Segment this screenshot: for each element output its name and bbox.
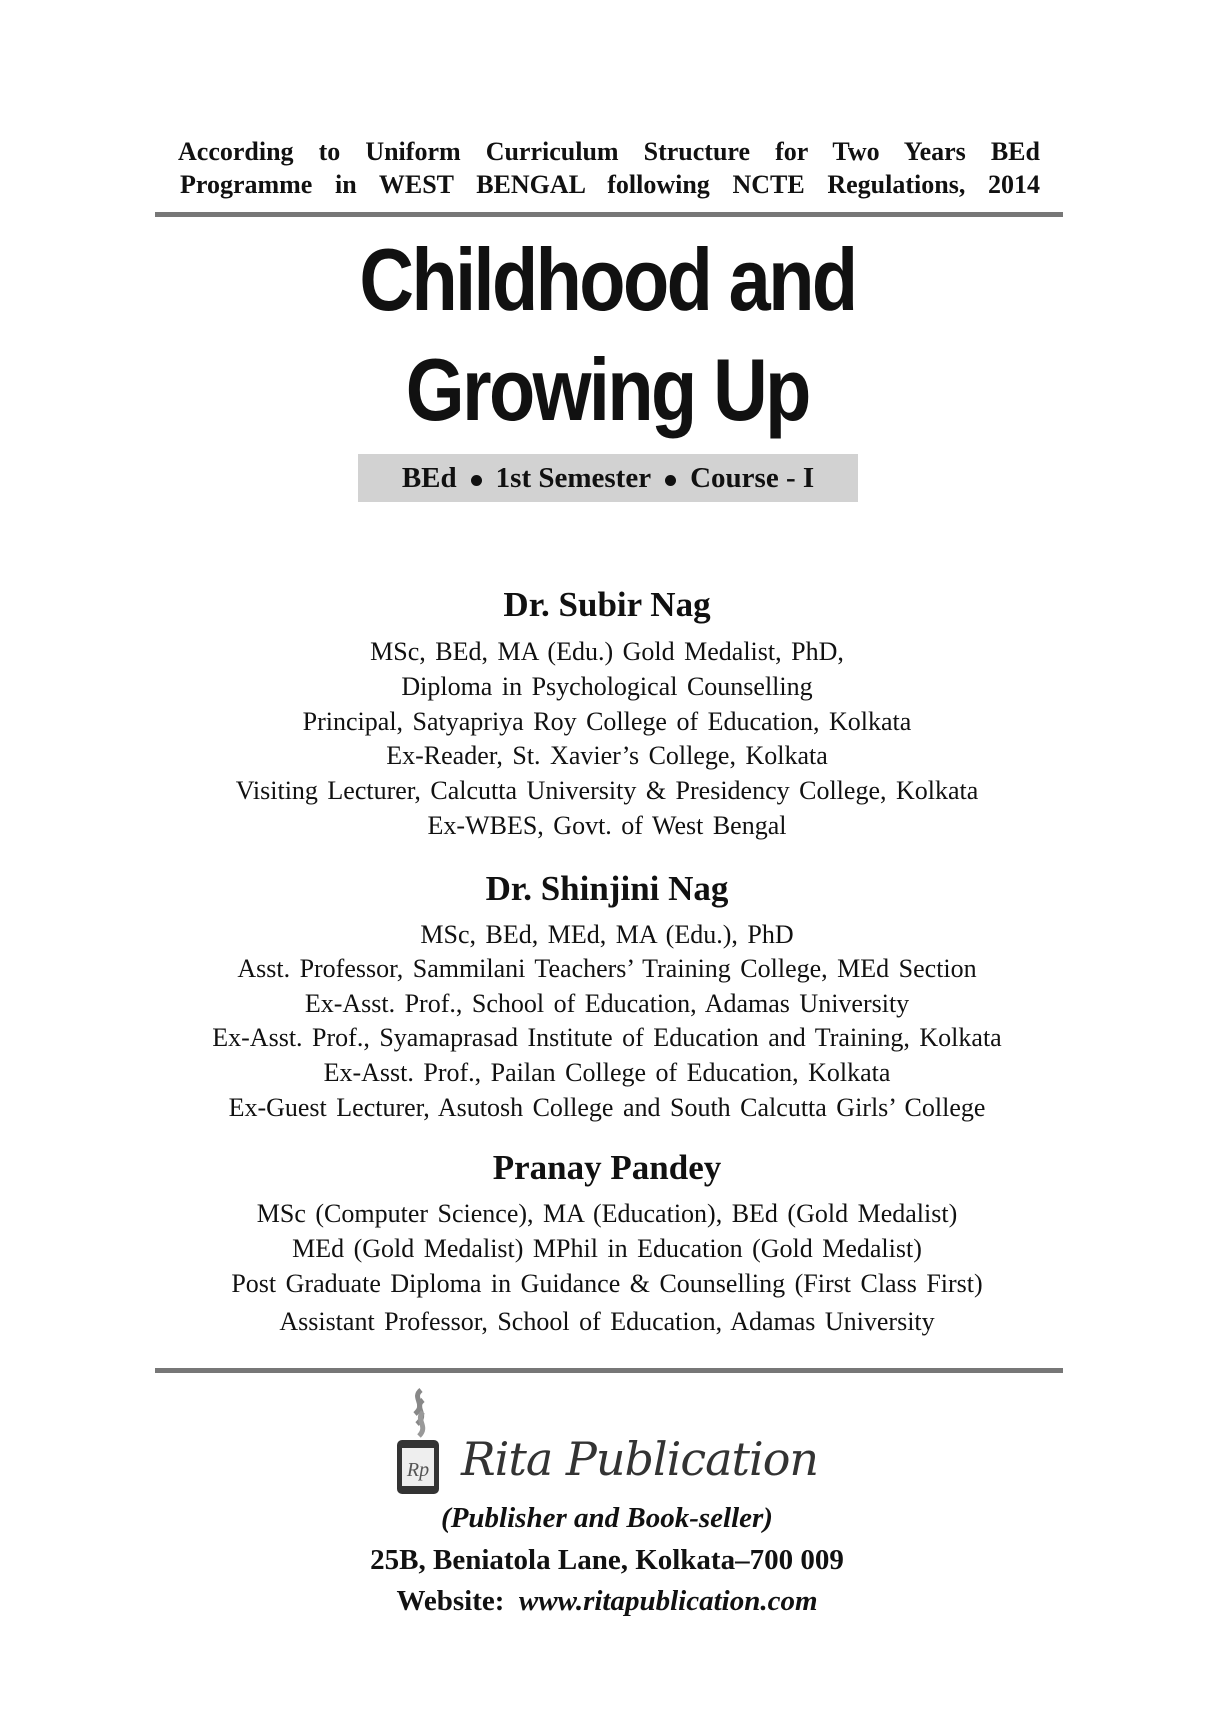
author-credential: Visiting Lecturer, Calcutta University & Presidency College, Kolkata	[235, 776, 979, 805]
course-number: Course - I	[690, 462, 815, 494]
svg-text:Rp: Rp	[406, 1459, 430, 1481]
publisher-website: Website: www.ritapublication.com	[396, 1585, 818, 1617]
website-link[interactable]: www.ritapublication.com	[518, 1585, 818, 1617]
author-credential: MSc (Computer Science), MA (Education), BEd (Gold Medalist)	[256, 1199, 958, 1228]
author-credential: Ex-Asst. Prof., Pailan College of Education, Kolkata	[323, 1058, 891, 1087]
author-credential: Diploma in Psychological Counselling	[401, 672, 813, 701]
author-credential: Ex-Reader, St. Xavier’s College, Kolkata	[386, 741, 828, 770]
author-credential: Ex-Guest Lecturer, Asutosh College and South Calcutta Girls’ College	[228, 1093, 986, 1122]
author-name: Pranay Pandey	[492, 1148, 722, 1187]
author-name: Dr. Shinjini Nag	[485, 869, 729, 908]
book-title-line-2: Growing Up	[405, 340, 809, 439]
top-divider	[155, 212, 1063, 217]
publisher-name: Rita Publication	[461, 1432, 819, 1486]
author-name: Dr. Subir Nag	[503, 585, 711, 624]
author-credential: Assistant Professor, School of Education, Adamas University	[279, 1307, 935, 1336]
course-badge	[358, 454, 858, 502]
bottom-divider	[155, 1368, 1063, 1373]
author-credential: Post Graduate Diploma in Guidance & Counselling (First Class First)	[231, 1269, 983, 1298]
author-credential: MEd (Gold Medalist) MPhil in Education (Gold Medalist)	[292, 1234, 922, 1263]
publisher-tagline: (Publisher and Book-seller)	[441, 1502, 773, 1534]
author-credential: Ex-WBES, Govt. of West Bengal	[427, 811, 787, 840]
book-title-line-1: Childhood and	[358, 230, 856, 329]
bullet-icon	[471, 475, 482, 486]
semester: 1st Semester	[495, 462, 652, 494]
degree: BEd	[401, 462, 457, 494]
author-credential: Principal, Satyapriya Roy College of Education, Kolkata	[302, 707, 912, 736]
author-credential: Asst. Professor, Sammilani Teachers’ Training College, MEd Section	[237, 954, 977, 983]
author-credential: MSc, BEd, MA (Edu.) Gold Medalist, PhD,	[370, 637, 844, 666]
header-line-2: Programme in WEST BENGAL following NCTE Regulations, 2014	[180, 170, 1040, 199]
header-line-1: According to Uniform Curriculum Structure for Two Years BEd	[178, 137, 1040, 166]
bullet-icon	[665, 475, 676, 486]
publisher-logo	[393, 1388, 819, 1498]
author-credential: Ex-Asst. Prof., School of Education, Adamas University	[304, 989, 910, 1018]
author-credential: Ex-Asst. Prof., Syamaprasad Institute of Education and Training, Kolkata	[212, 1023, 1002, 1052]
author-credential: MSc, BEd, MEd, MA (Edu.), PhD	[420, 920, 794, 949]
publisher-address: 25B, Beniatola Lane, Kolkata–700 009	[370, 1544, 844, 1576]
book-flame-icon	[393, 1388, 445, 1498]
